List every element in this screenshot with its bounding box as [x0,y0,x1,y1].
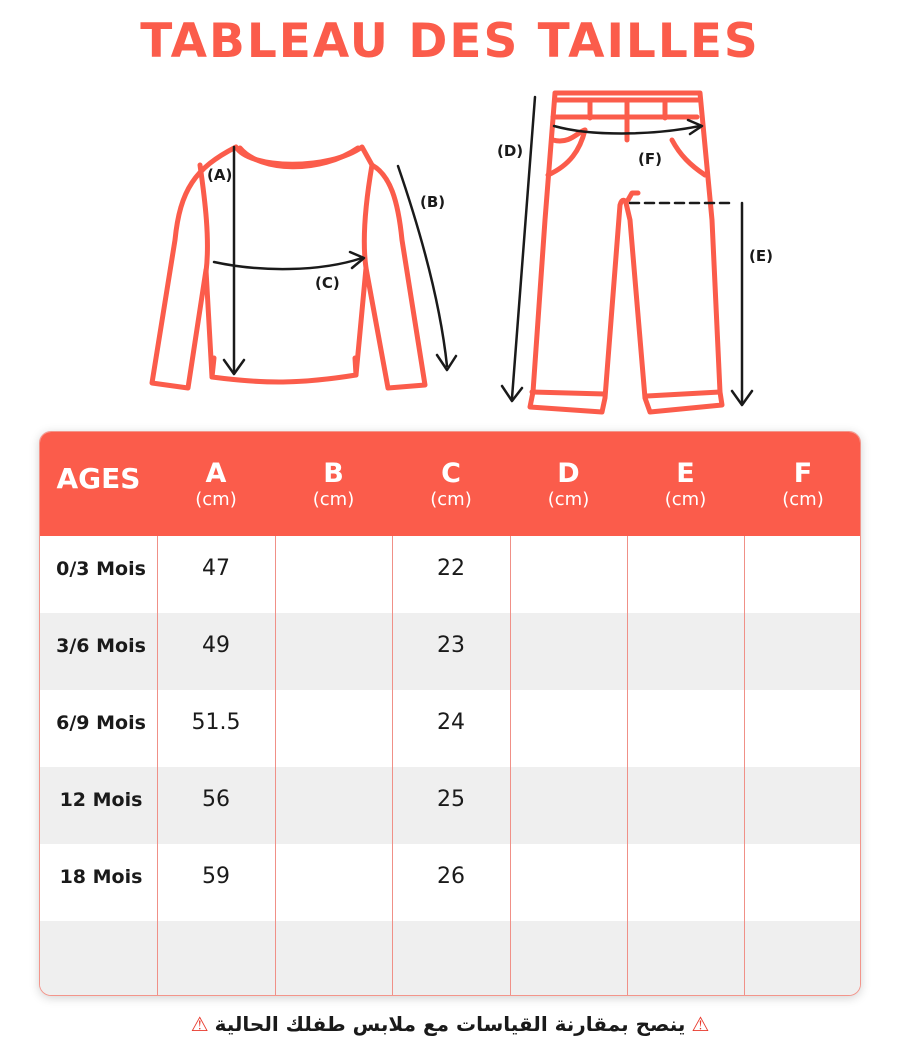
table-row [40,921,861,996]
value-cell-e [627,921,744,996]
value-cell-b [275,536,392,613]
value-cell-a: 51.5 [191,710,241,735]
value-cell-b [275,690,392,767]
warning-icon: ⚠ [691,1012,710,1036]
value-cell-e [627,613,744,690]
label-a: (A) [207,166,233,184]
column-divider [392,536,393,996]
header-col-b: B (cm) [312,458,355,510]
age-cell: 18 Mois [59,866,143,888]
value-cell-f [744,690,861,767]
value-cell-a [157,921,275,996]
sweater-outline [152,147,425,388]
label-e: (E) [749,247,773,265]
value-cell-a: 59 [202,864,230,889]
value-cell-b [275,921,392,996]
value-cell-b [275,844,392,921]
value-cell-c [392,921,510,996]
value-cell-b [275,613,392,690]
value-cell-f [744,767,861,844]
label-b: (B) [420,193,446,211]
value-cell-a: 47 [202,556,230,581]
value-cell-d [510,844,627,921]
value-cell-d [510,690,627,767]
header-ages: AGES [56,462,141,495]
value-cell-d [510,921,627,996]
value-cell-d [510,536,627,613]
table-row [40,844,861,921]
value-cell-b [275,767,392,844]
age-cell: 12 Mois [59,789,143,811]
label-d: (D) [497,142,524,160]
table-row [40,613,861,690]
garment-measurement-diagram [0,85,900,420]
table-header [40,432,861,536]
value-cell-f [744,921,861,996]
header-col-f: F (cm) [782,458,824,510]
value-cell-f [744,536,861,613]
column-divider [157,536,158,996]
value-cell-e [627,844,744,921]
value-cell-e [627,690,744,767]
value-cell-f [744,613,861,690]
table-row [40,536,861,613]
column-divider [744,536,745,996]
age-cell: 3/6 Mois [56,635,146,657]
column-divider [627,536,628,996]
header-col-e: E (cm) [664,458,707,510]
value-cell-a: 56 [202,787,230,812]
column-divider [510,536,511,996]
value-cell-e [627,767,744,844]
label-c: (C) [315,274,340,292]
value-cell-d [510,613,627,690]
value-cell-c: 24 [437,710,465,735]
size-table [39,431,861,996]
table-row [40,767,861,844]
value-cell-c: 26 [437,864,465,889]
value-cell-c: 25 [437,787,465,812]
age-cell [40,921,162,996]
value-cell-e [627,536,744,613]
column-divider [275,536,276,996]
warning-icon: ⚠ [190,1012,209,1036]
header-col-d: D (cm) [547,458,590,510]
footer-note [0,1012,900,1036]
page-title: TABLEAU DES TAILLES [140,14,760,69]
label-f: (F) [638,150,662,168]
age-cell: 0/3 Mois [56,558,146,580]
value-cell-c: 23 [437,633,465,658]
footer-text: ينصح بمقارنة القياسات مع ملابس طفلك الحالية [214,1012,686,1036]
value-cell-a: 49 [202,633,230,658]
age-cell: 6/9 Mois [56,712,146,734]
value-cell-f [744,844,861,921]
header-col-a: A (cm) [195,458,237,510]
table-row [40,690,861,767]
value-cell-d [510,767,627,844]
value-cell-c: 22 [437,556,465,581]
header-col-c: C (cm) [430,458,472,510]
